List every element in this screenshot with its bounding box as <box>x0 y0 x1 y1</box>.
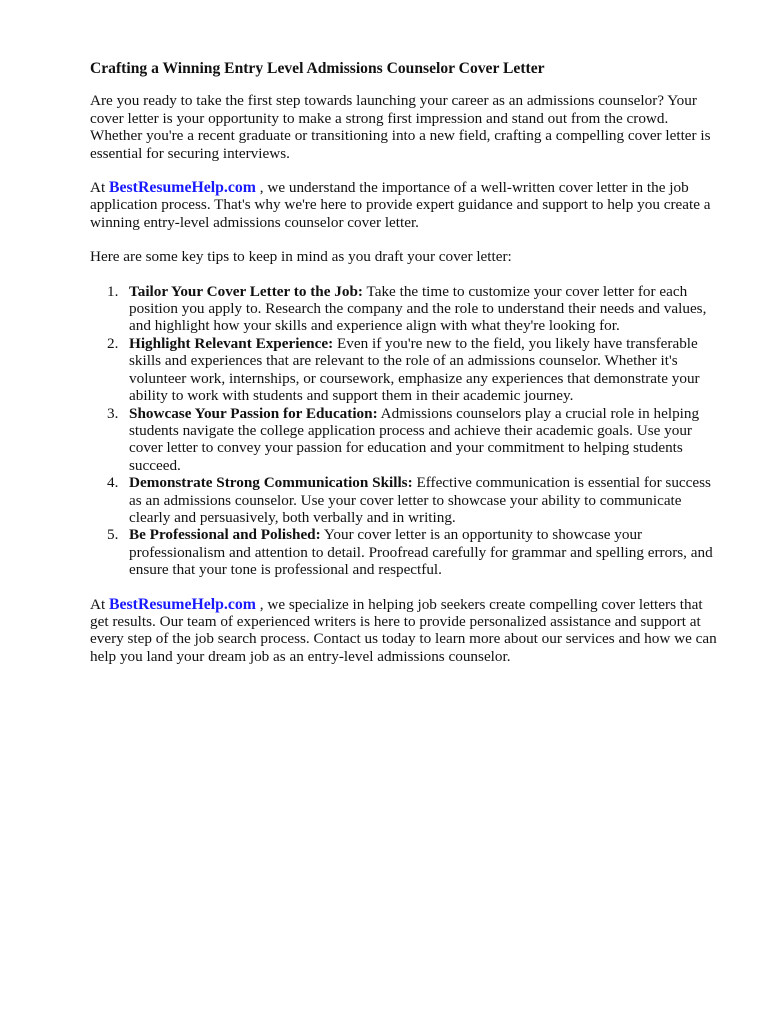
list-item <box>90 335 718 405</box>
tip-text: Effective communication is essential for success as an admissions counselor. Use your cover letter to showcase your ability to communicate clearly and persuasively, both verbally and in writing. <box>129 474 711 526</box>
tip-title: Tailor Your Cover Letter to the Job <box>129 282 358 300</box>
list-item <box>90 283 718 335</box>
bestresumehelp-link[interactable]: BestResumeHelp.com <box>108 595 256 613</box>
tip-text: Take the time to customize your cover letter for each position you apply to. Research the company and the role to understand their needs and values, and highlight how your skills and experience align with what they're looking for. <box>129 282 707 335</box>
tip-title: Be Professional and Polished <box>129 526 316 544</box>
tips-intro: Here are some key tips to keep in mind as you draft your cover letter: <box>90 248 512 266</box>
about-text: , we understand the importance of a well-written cover letter in the job application process. That's why we're here to provide expert guidance and support to help you create a winning entry-level admissions counselor cover letter. <box>90 179 711 231</box>
tip-separator: : <box>372 404 378 422</box>
about-prefix: At <box>90 179 109 197</box>
list-item <box>90 474 718 526</box>
tip-separator: : <box>328 334 334 352</box>
tip-separator: : <box>407 474 413 492</box>
tip-text: Admissions counselors play a crucial role in helping students navigate the college application process and achieve their academic goals. Use your cover letter to convey your passion for education and your commitment to helping students succeed. <box>129 404 700 474</box>
list-number: 3. <box>107 404 119 422</box>
about-paragraph <box>90 179 718 231</box>
tip-text: Your cover letter is an opportunity to showcase your professionalism and attention to detail. Proofread carefully for grammar and spelling errors, and ensure that your tone is professional and respectful. <box>129 526 713 579</box>
tip-title: Demonstrate Strong Communication Skills <box>129 474 408 492</box>
list-item <box>90 405 718 475</box>
list-number: 1. <box>107 282 119 300</box>
list-item <box>90 526 718 578</box>
tip-title: Showcase Your Passion for Education <box>129 404 373 422</box>
tip-text: Even if you're new to the field, you likely have transferable skills and experiences that are relevant to the role of an admissions counselor. Whether it's volunteer work, internships, or coursework, emphasize any experiences that demonstrate your ability to work with students and support them in their academic journey. <box>129 334 700 405</box>
document-title: Crafting a Winning Entry Level Admissions Counselor Cover Letter <box>90 60 545 77</box>
list-number: 2. <box>107 334 119 352</box>
tip-separator: : <box>315 526 321 544</box>
document-page <box>90 60 718 682</box>
tip-separator: : <box>357 282 363 300</box>
list-number: 5. <box>107 526 119 544</box>
closing-prefix: At <box>90 595 109 613</box>
list-number: 4. <box>107 474 119 492</box>
closing-text: , we specialize in helping job seekers create compelling cover letters that get results. Our team of experienced writers is here to provide personalized assistance and support at every step of the job search process. Contact us today to learn more about our services and how we can help you land your dream job as an entry-level admissions counselor. <box>90 595 717 665</box>
tips-list <box>90 283 718 579</box>
closing-paragraph <box>90 596 718 666</box>
tip-title: Highlight Relevant Experience <box>129 334 329 352</box>
bestresumehelp-link[interactable]: BestResumeHelp.com <box>108 179 256 197</box>
intro-paragraph: Are you ready to take the first step towards launching your career as an admissions counselor? Your cover letter is your opportunity to make a strong first impression and stand out from the crowd. Whether you're a recent graduate or transitioning into a new field, crafting a compelling cover letter is essential for securing interviews. <box>90 92 711 162</box>
